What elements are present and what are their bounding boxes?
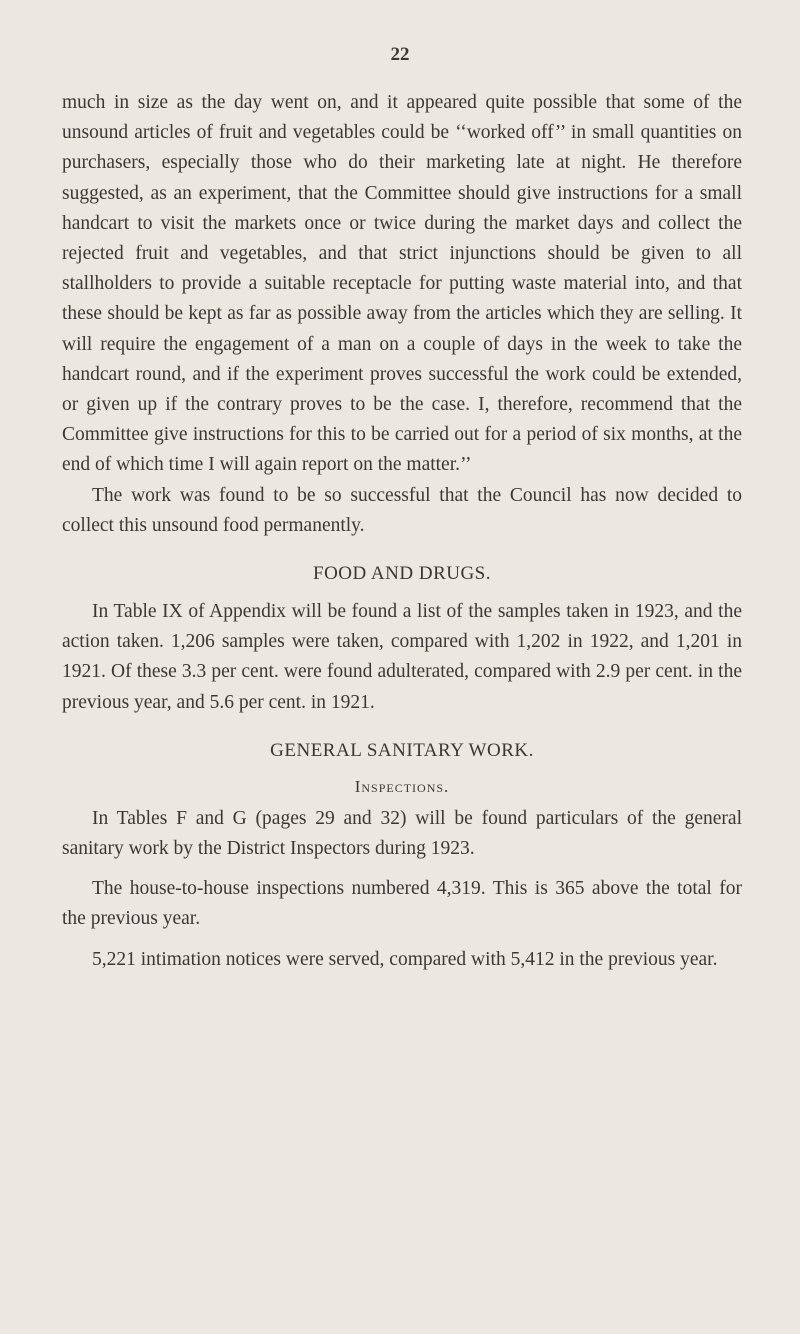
paragraph-council-decision: The work was found to be so successful that the Council has now decided to collect this unsound food permanently. xyxy=(62,484,742,536)
page-number: 22 xyxy=(390,44,410,65)
heading-food-and-drugs: FOOD AND DRUGS. xyxy=(313,563,491,585)
heading-general-sanitary-work: GENERAL SANITARY WORK. xyxy=(270,739,534,761)
paragraph-food-and-drugs: In Table IX of Appendix will be found a list of the samples taken in 1923, and the action taken. 1,206 samples were taken, compared with 1,202 in 1922, and 1,201 in 1921. Of these 3.3 per cent. were found adulterated, compared with 2.9 per cent. in the previous year, and 5.6 per cent. in 1921. xyxy=(62,601,742,713)
paragraph-intimation-notices: 5,221 intimation notices were served, compared with 5,412 in the previous year. xyxy=(92,948,718,970)
paragraph-continuation: much in size as the day went on, and it appeared quite possible that some of the unsound articles of fruit and vegetables could be ‘‘worked off’’ in small quantities on purchasers, especially those who do their marketing late at night. He therefore suggested, as an experiment, that the Committee should give instructions for a small handcart to visit the markets once or twice during the market days and collect the rejected fruit and vegetables, and that strict injunctions should be given to all stallholders to provide a suitable receptacle for putting waste material into, and that these should be kept as far as possible away from the articles which they are selling. It will require the engagement of a man on a couple of days in the week to take the handcart round, and if the experiment proves successful the work could be extended, or given up if the contrary proves to be the case. I, therefore, recommend that the Committee give instructions for this to be carried out for a period of six months, at the end of which time I will again report on the matter.’’ xyxy=(62,92,742,476)
paragraph-tables-f-and-g: In Tables F and G (pages 29 and 32) will be found particulars of the general sanitary work by the District Inspectors during 1923. xyxy=(62,807,742,860)
page-body xyxy=(62,88,742,975)
paragraph-house-inspections: The house-to-house inspections numbered 4,319. This is 365 above the total for the previous year. xyxy=(62,878,742,930)
subheading-inspections: Inspections. xyxy=(354,776,450,796)
